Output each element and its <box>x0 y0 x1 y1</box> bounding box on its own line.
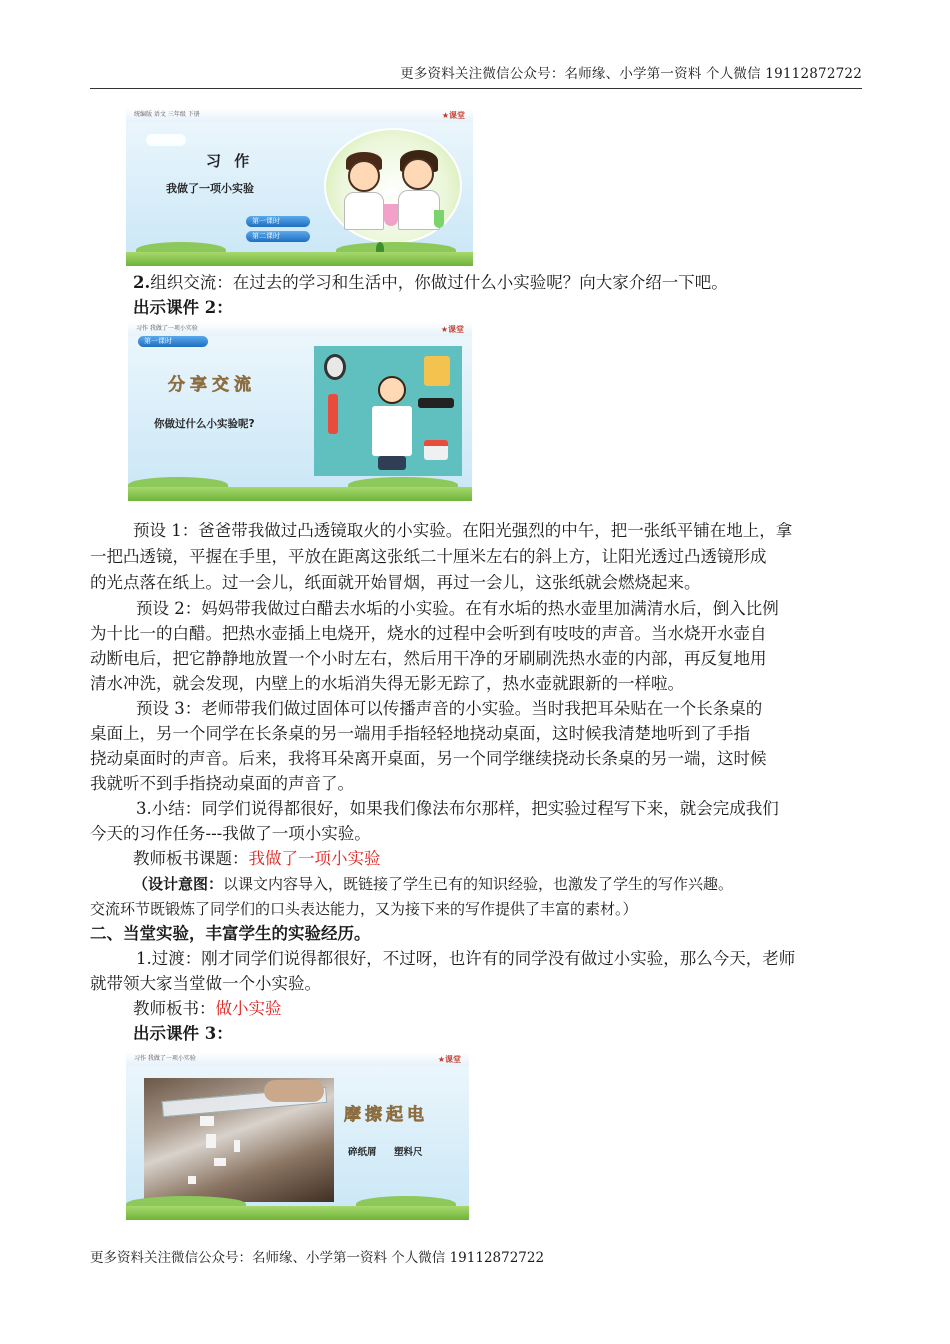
summary-line2: 今天的习作任务---我做了一项小实验。 <box>90 824 371 843</box>
preset-3-line3: 挠动桌面时的声音。后来，我将耳朵离开桌面，另一个同学继续挠动长条桌的另一端，这时候 <box>90 749 767 768</box>
preset-2-line3: 动断电后，把它静静地放置一个小时左右，然后用干净的牙刷刷洗热水壶的内部，再反复地用 <box>90 649 767 668</box>
transition-line1: 1.过渡：刚才同学们说得都很好，不过呀，也许有的同学没有做过小实验，那么今天，老师 <box>136 949 796 968</box>
boy-head <box>348 160 380 192</box>
preset-1-line1: 预设 1：爸爸带我做过凸透镜取火的小实验。在阳光强烈的中午，把一张纸平铺在地上，拿 <box>133 521 793 540</box>
transition-line2: 就带领大家当堂做一个小实验。 <box>90 974 321 993</box>
test-tube-icon <box>328 394 338 434</box>
brand-logo: ★课堂 <box>437 1055 461 1064</box>
section-heading-2: 二、当堂实验，丰富学生的实验经历。 <box>90 924 371 943</box>
hand <box>264 1080 324 1102</box>
grass-decoration <box>126 252 473 266</box>
show-courseware-3: 出示课件 3： <box>133 1024 233 1043</box>
preset-1-line2: 一把凸透镜，平握在手里，平放在距离这张纸二十厘米左右的斜上方，让阳光透过凸透镜形成 <box>90 547 767 566</box>
lesson1-button[interactable]: 第一课时 <box>246 216 310 227</box>
slide-heading: 分享交流 <box>168 375 256 395</box>
board-title-line: 教师板书课题：我做了一项小实验 <box>133 849 381 868</box>
grass-decoration <box>128 487 472 501</box>
slide-top-bar: 习作 我做了一项小实验 <box>126 1052 469 1066</box>
preset-3-line2: 桌面上，另一个同学在长条桌的另一端用手指轻轻地挠动桌面，这时候我清楚地听到了手指 <box>90 724 750 743</box>
brand-logo: ★课堂 <box>441 111 465 120</box>
show-courseware-2: 出示课件 2： <box>133 298 233 317</box>
summary-line1: 3.小结：同学们说得都很好，如果我们像法布尔那样，把实验过程写下来，就会完成我们 <box>136 799 779 818</box>
slide-top-bar: 统编版 语文 三年级 下册 <box>126 108 473 122</box>
slide-subtitle: 我做了一项小实验 <box>166 182 254 195</box>
scientist-coat <box>372 406 412 456</box>
board-value-2: 做小实验 <box>215 999 282 1018</box>
header-divider <box>90 88 862 89</box>
girl-head <box>402 158 434 190</box>
preset-3-line4: 我就听不到手指挠动桌面的声音了。 <box>90 774 354 793</box>
board-title-value: 我做了一项小实验 <box>248 849 381 868</box>
slide-question: 你做过什么小实验呢? <box>154 418 255 430</box>
preset-2-line2: 为十比一的白醋。把热水壶插上电烧开，烧水的过程中会听到有吱吱的声音。当水烧开水壶自 <box>90 624 767 643</box>
flask-icon <box>434 210 444 228</box>
courseware-slide-2 <box>128 322 472 501</box>
scientist-head <box>378 376 406 404</box>
board-line-2: 教师板书：做小实验 <box>133 999 282 1018</box>
dish-icon <box>424 440 448 460</box>
preset-1-line3: 的光点落在纸上。过一会儿，纸面就开始冒烟，再过一会儿，这张纸就会燃烧起来。 <box>90 573 701 592</box>
material-ruler: 塑料尺 <box>394 1147 423 1158</box>
slide-heading: 摩擦起电 <box>344 1105 428 1125</box>
exchange-line: 2.组织交流：在过去的学习和生活中，你做过什么小实验呢？向大家介绍一下吧。 <box>133 273 728 292</box>
preset-3-line1: 预设 3：老师带我们做过固体可以传播声音的小实验。当时我把耳朵贴在一个长条桌的 <box>136 699 763 718</box>
beaker-icon <box>424 356 450 386</box>
slide-title: 习 作 <box>206 152 254 170</box>
static-electricity-photo <box>144 1078 334 1202</box>
flask-icon <box>384 204 398 226</box>
lesson2-button[interactable]: 第二课时 <box>246 231 310 242</box>
lesson1-tab[interactable]: 第一课时 <box>138 336 208 347</box>
preset-2-line4: 清水冲洗，就会发现，内壁上的水垢消失得无影无踪了，热水壶就跟新的一样啦。 <box>90 674 684 693</box>
design-intent-line2: 交流环节既锻炼了同学们的口头表达能力，又为接下来的写作提供了丰富的素材。） <box>90 900 638 918</box>
magnifier-icon <box>324 354 346 380</box>
design-intent-line1: （设计意图：以课文内容导入，既链接了学生已有的知识经验，也激发了学生的写作兴趣。 <box>133 875 734 893</box>
courseware-slide-1 <box>126 108 473 266</box>
courseware-slide-3 <box>126 1052 469 1220</box>
scientist-panel <box>314 346 462 476</box>
grass-decoration <box>126 1206 469 1220</box>
glasses-icon <box>418 398 454 408</box>
scientists-illustration <box>324 128 462 244</box>
slide-top-bar: 习作 我做了一项小实验 <box>128 322 472 336</box>
cloud-decoration <box>146 134 186 146</box>
page-header: 更多资料关注微信公众号：名师缘、小学第一资料 个人微信 19112872722 <box>400 66 862 82</box>
brand-logo: ★课堂 <box>440 325 464 334</box>
material-paper: 碎纸屑 <box>348 1147 377 1158</box>
page-footer: 更多资料关注微信公众号：名师缘、小学第一资料 个人微信 19112872722 <box>90 1250 545 1266</box>
preset-2-line1: 预设 2：妈妈带我做过白醋去水垢的小实验。在有水垢的热水壶里加满清水后，倒入比例 <box>136 599 779 618</box>
